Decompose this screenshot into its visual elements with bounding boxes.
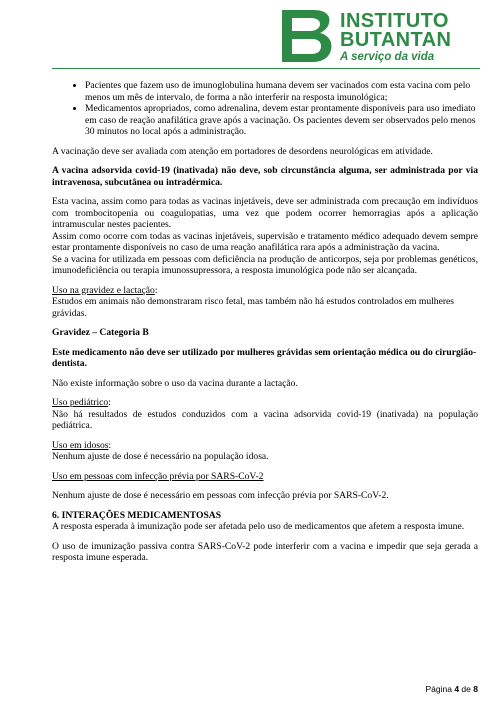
brand-tagline: A serviço da vida [340, 51, 435, 63]
header-logo [278, 8, 478, 64]
brand-line-2: BUTANTAN [340, 29, 452, 51]
paragraph-injetavel: Esta vacina, assim como para todas as vacinas injetáveis, deve ser administrada com precaução em indivíduos com trombocitopenia ou coagulopatias, uma vez que podem ocorrer hemorragias após a aplicação intramuscular nestes pacientes. [52, 196, 478, 230]
paragraph-pediatrico: Não há resultados de estudos conduzidos com a vacina adsorvida covid-19 (inativada) na população pediátrica. [52, 408, 478, 431]
header-divider [52, 68, 480, 69]
heading-gravidez [52, 285, 478, 297]
paragraph-interacoes-1: A resposta esperada à imunização pode ser afetada pelo uso de medicamentos que afetem a resposta imune. [52, 521, 465, 532]
paragraph-lactacao: Não existe informação sobre o uso da vacina durante a lactação. [52, 377, 298, 389]
document-body [52, 80, 478, 572]
paragraph-interacoes-2: O uso de imunização passiva contra SARS-CoV-2 pode interferir com a vacina e impedir que seja gerada a resposta imune esperada. [52, 540, 478, 563]
paragraph-neuro: A vacinação deve ser avaliada com atenção em portadores de desordens neurológicas em atividade. [52, 145, 433, 157]
heading-gravidez-text: Uso na gravidez e lactação [52, 284, 155, 296]
page-total: 8 [473, 684, 478, 694]
paragraph-supervisao: Assim como ocorre com todas as vacinas injetáveis, supervisão e tratamento médico adequado devem sempre estar prontamente disponíveis no caso de uma reação anafilática rara após a administração da vacina. [52, 230, 478, 253]
heading-pediatrico-text: Uso pediátrico [52, 397, 109, 408]
paragraph-deficiencia: Se a vacina for utilizada em pessoas com deficiência na produção de anticorpos, seja por problemas genéticos, imunodeficiência ou terapia imunossupressora, a resposta imunológica pode não ser alcançada. [52, 253, 478, 276]
paragraph-gravidez: Estudos em animais não demonstraram risco fetal, mas também não há estudos controlados em mulheres grávidas. [52, 296, 455, 319]
heading-gravidez-colon: : [154, 284, 158, 296]
butantan-logo-icon [278, 8, 336, 64]
heading-idosos-colon: : [108, 439, 112, 451]
page-number [425, 684, 478, 694]
brand-name [340, 12, 451, 50]
list-item: • Medicamentos apropriados, como adrenalina, devem estar prontamente disponíveis para uso imediato em caso de reação anafilática grave após a vacinação. Os pacientes devem ser observados pelo menos 30 minutos no local após a administração. [85, 103, 478, 138]
page-current: 4 [454, 684, 460, 694]
heading-interacoes: 6. INTERAÇÕES MEDICAMENTOSAS [52, 509, 222, 521]
paragraph-nao-utilizar: Este medicamento não deve ser utilizado por mulheres grávidas sem orientação médica ou do cirurgião-dentista. [52, 346, 477, 369]
paragraph-sars: Nenhum ajuste de dose é necessário em pessoas com infecção prévia por SARS-CoV-2. [52, 490, 389, 501]
page-of: de [461, 684, 471, 694]
heading-sars: Uso em pessoas com infecção prévia por SARS-CoV-2 [52, 470, 264, 482]
paragraph-warning: A vacina adsorvida covid-19 (inativada) não deve, sob circunstância alguma, ser administrada por via intravenosa, subcutânea ou intradérmica. [52, 165, 478, 188]
precautions-list [52, 80, 478, 138]
page-label: Página [425, 684, 452, 694]
brand-line-1: INSTITUTO [340, 10, 449, 32]
paragraph-idosos: Nenhum ajuste de dose é necessário na população idosa. [52, 451, 269, 462]
heading-pediatrico [52, 397, 478, 409]
heading-idosos-text: Uso em idosos [52, 439, 109, 451]
paragraph-categoria: Gravidez – Categoria B [52, 327, 149, 338]
heading-idosos [52, 440, 478, 452]
list-item: • Pacientes que fazem uso de imunoglobulina humana devem ser vacinados com esta vacina com pelo menos um mês de intervalo, de forma a não interferir na resposta imunológica; [85, 80, 478, 103]
heading-pediatrico-colon: : [108, 397, 111, 408]
